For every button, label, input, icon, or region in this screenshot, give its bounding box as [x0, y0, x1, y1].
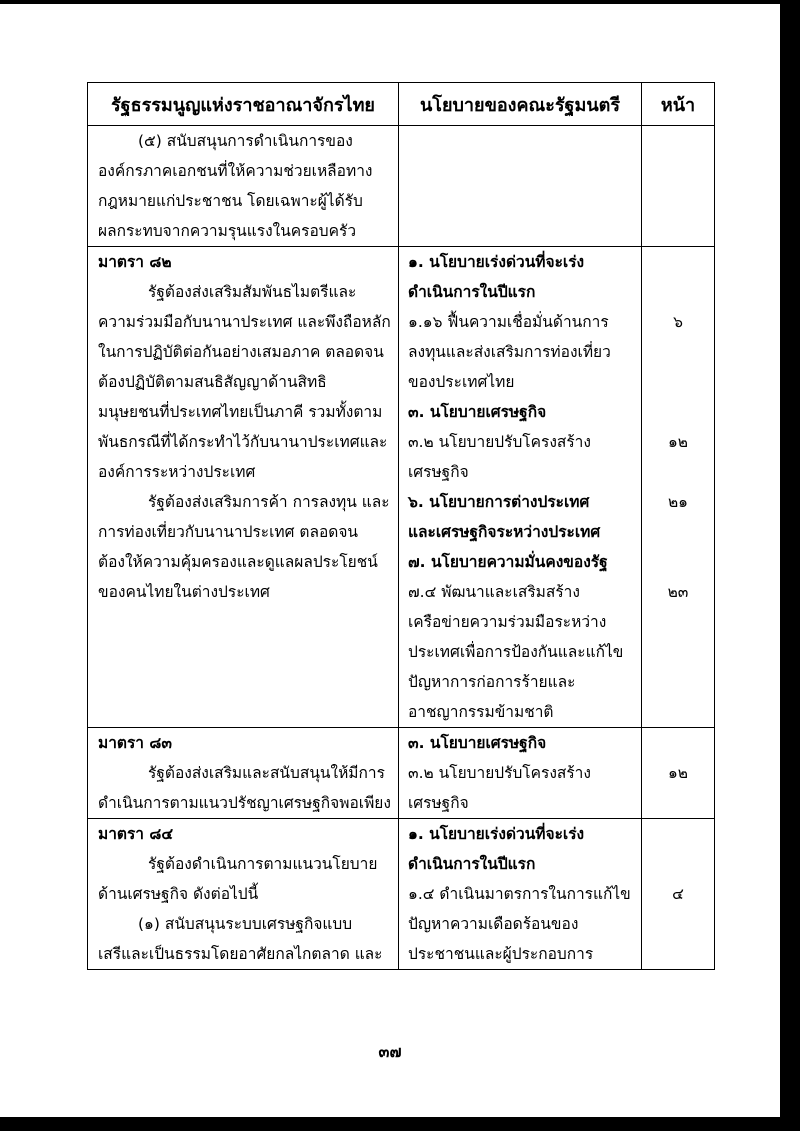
table-row — [88, 819, 715, 970]
constitution-cell — [88, 728, 399, 819]
scan-border-right — [780, 0, 800, 1131]
constitution-cell — [88, 126, 399, 247]
page-cell — [642, 819, 715, 970]
page-ref: ๑๒ — [667, 764, 689, 782]
table-row — [88, 126, 715, 247]
page-ref: ๑๒ — [667, 433, 689, 451]
text-line: อาชญากรรมข้ามชาติ — [408, 703, 554, 721]
text-line: เศรษฐกิจ — [408, 463, 469, 481]
text-line: พันธกรณีที่ได้กระทำไว้กับนานาประเทศและ — [98, 433, 388, 451]
text-line: ๑.๔ ดำเนินมาตรการในการแก้ไข — [408, 885, 631, 903]
policy-heading: ๓. นโยบายเศรษฐกิจ — [408, 403, 547, 421]
text-line: มนุษยชนที่ประเทศไทยเป็นภาคี รวมทั้งตาม — [98, 403, 383, 421]
text-line: กฎหมายแก่ประชาชน โดยเฉพาะผู้ได้รับ — [98, 192, 363, 210]
policy-cell — [399, 819, 642, 970]
policy-cell — [399, 728, 642, 819]
text-line: ดำเนินการตามแนวปรัชญาเศรษฐกิจพอเพียง — [98, 794, 391, 812]
policy-cell — [399, 126, 642, 247]
page-ref: ๖ — [673, 313, 683, 331]
text-line: ความร่วมมือกับนานาประเทศ และพึงถือหลัก — [98, 313, 391, 331]
page-ref: ๒๑ — [667, 493, 689, 511]
text-line: ลงทุนและส่งเสริมการท่องเที่ยว — [408, 343, 611, 361]
table-header-row — [88, 83, 715, 126]
page-cell — [642, 728, 715, 819]
policy-heading: และเศรษฐกิจระหว่างประเทศ — [408, 523, 601, 541]
policy-comparison-table — [87, 82, 715, 970]
header-constitution: รัฐธรรมนูญแห่งราชอาณาจักรไทย — [88, 83, 399, 126]
text-line: ๗.๔ พัฒนาและเสริมสร้าง — [408, 583, 580, 601]
text-line: ปัญหาการก่อการร้ายและ — [408, 673, 576, 691]
constitution-cell — [88, 819, 399, 970]
text-line: ประชาชนและผู้ประกอบการ — [408, 945, 594, 963]
scan-border-bottom — [0, 1117, 800, 1131]
text-line: เสรีและเป็นธรรมโดยอาศัยกลไกตลาด และ — [98, 945, 383, 963]
policy-heading: ๓. นโยบายเศรษฐกิจ — [408, 734, 547, 752]
text-line: ผลกระทบจากความรุนแรงในครอบครัว — [98, 222, 357, 240]
text-line: ๓.๒ นโยบายปรับโครงสร้าง — [408, 433, 591, 451]
section-heading: มาตรา ๘๓ — [98, 734, 172, 752]
text-line: ของประเทศไทย — [408, 373, 515, 391]
text-line: เครือข่ายความร่วมมือระหว่าง — [408, 613, 607, 631]
text-line: รัฐต้องส่งเสริมการค้า การลงทุน และ — [148, 493, 390, 511]
text-line: เศรษฐกิจ — [408, 794, 469, 812]
policy-heading: ดำเนินการในปีแรก — [408, 855, 536, 873]
page-cell — [642, 126, 715, 247]
page-ref: ๔ — [672, 885, 684, 903]
text-line: การท่องเที่ยวกับนานาประเทศ ตลอดจน — [98, 523, 359, 541]
text-line: ๑.๑๖ ฟื้นความเชื่อมั่นด้านการ — [408, 313, 609, 331]
policy-cell — [399, 247, 642, 728]
header-page: หน้า — [642, 83, 715, 126]
text-line: ด้านเศรษฐกิจ ดังต่อไปนี้ — [98, 885, 259, 903]
policy-heading: ๑. นโยบายเร่งด่วนที่จะเร่ง — [408, 253, 585, 271]
text-line: ของคนไทยในต่างประเทศ — [98, 583, 270, 601]
text-line: (๑) สนับสนุนระบบเศรษฐกิจแบบ — [138, 915, 353, 933]
text-line: ประเทศเพื่อการป้องกันและแก้ไข — [408, 643, 624, 661]
text-line: รัฐต้องส่งเสริมสัมพันธไมตรีและ — [148, 283, 357, 301]
policy-heading: ๗. นโยบายความมั่นคงของรัฐ — [408, 553, 608, 571]
table-row — [88, 247, 715, 728]
page-cell — [642, 247, 715, 728]
page-number: ๓๗ — [378, 1042, 402, 1061]
text-line: ๓.๒ นโยบายปรับโครงสร้าง — [408, 764, 591, 782]
table-row — [88, 728, 715, 819]
text-line: ปัญหาความเดือดร้อนของ — [408, 915, 579, 933]
constitution-cell — [88, 247, 399, 728]
scan-border-top — [0, 0, 800, 4]
policy-heading: ดำเนินการในปีแรก — [408, 283, 536, 301]
section-heading: มาตรา ๘๔ — [98, 825, 174, 843]
text-line: รัฐต้องดำเนินการตามแนวนโยบาย — [148, 855, 378, 873]
text-line: รัฐต้องส่งเสริมและสนับสนุนให้มีการ — [148, 764, 385, 782]
text-line: องค์กรภาคเอกชนที่ให้ความช่วยเหลือทาง — [98, 162, 373, 180]
section-heading: มาตรา ๘๒ — [98, 253, 172, 271]
text-line: ต้องปฏิบัติตามสนธิสัญญาด้านสิทธิ — [98, 373, 327, 391]
text-line: องค์การระหว่างประเทศ — [98, 463, 256, 481]
text-line: ต้องให้ความคุ้มครองและดูแลผลประโยชน์ — [98, 553, 378, 571]
text-line: (๕) สนับสนุนการดำเนินการของ — [138, 132, 353, 150]
text-line: ในการปฏิบัติต่อกันอย่างเสมอภาค ตลอดจน — [98, 343, 384, 361]
policy-heading: ๖. นโยบายการต่างประเทศ — [408, 493, 590, 511]
page-ref: ๒๓ — [667, 583, 689, 601]
header-cabinet-policy: นโยบายของคณะรัฐมนตรี — [399, 83, 642, 126]
policy-heading: ๑. นโยบายเร่งด่วนที่จะเร่ง — [408, 825, 585, 843]
